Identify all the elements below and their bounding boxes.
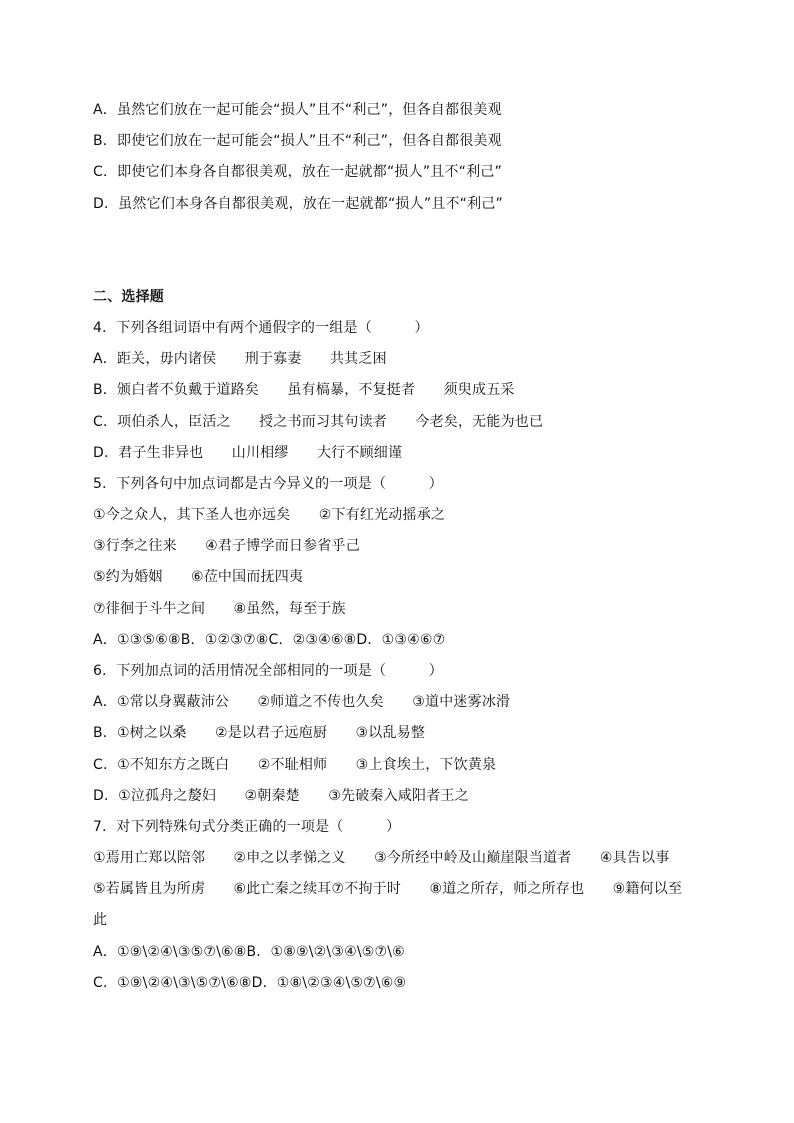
q4-option-a: A．距关，毋内诸侯 刑于寡妻 共其乏困 bbox=[93, 351, 387, 367]
q5-item-line-1: ①今之众人，其下圣人也亦远矣 ②下有红光动摇承之 bbox=[93, 507, 446, 523]
q4-stem: 4．下列各组词语中有两个通假字的一组是（ ） bbox=[93, 320, 429, 336]
q6-option-d: D．①泣孤舟之嫠妇 ②朝秦楚 ③先破秦入咸阳者王之 bbox=[93, 788, 469, 804]
q7-item-line-1: ①焉用亡郑以陪邻 ②申之以孝悌之义 ③今所经中岭及山巅崖限当道者 ④具告以事 bbox=[93, 850, 670, 866]
q6-option-c: C．①不知东方之既白 ②不耻相师 ③上食埃土，下饮黄泉 bbox=[93, 757, 497, 773]
q5-options: A．①③⑤⑥⑧B．①②③⑦⑧C．②③④⑥⑧D．①③④⑥⑦ bbox=[93, 632, 446, 648]
q7-item-line-2: ⑤若属皆且为所虏 ⑥此亡秦之续耳⑦不拘于时 ⑧道之所存，师之所存也 ⑨籍何以至 bbox=[93, 881, 683, 897]
q5-item-line-2: ③行李之往来 ④君子博学而日参省乎己 bbox=[93, 538, 360, 554]
q4-option-b: B．颁白者不负戴于道路矣 虽有槁暴，不复挺者 须臾成五采 bbox=[93, 382, 515, 398]
q4-option-c: C．项伯杀人，臣活之 授之书而习其句读者 今老矣，无能为也已 bbox=[93, 414, 544, 430]
q5-item-line-3: ⑤约为婚姻 ⑥莅中国而抚四夷 bbox=[93, 569, 304, 585]
q6-option-a: A．①常以身翼蔽沛公 ②师道之不传也久矣 ③道中迷雾冰滑 bbox=[93, 694, 511, 710]
q7-options-ab: A．①⑨\②④\③⑤⑦\⑥⑧B．①⑧⑨\②\③④\⑤⑦\⑥ bbox=[93, 944, 405, 960]
q3-option-c: C．即使它们本身各自都很美观，放在一起就都“损人”且不“利己” bbox=[93, 164, 502, 180]
q3-option-b: B．即使它们放在一起可能会“损人”且不“利己”，但各自都很美观 bbox=[93, 133, 502, 149]
q3-option-a: A．虽然它们放在一起可能会“损人”且不“利己”，但各自都很美观 bbox=[93, 102, 502, 118]
q3-option-d: D．虽然它们本身各自都很美观，放在一起就都“损人”且不“利己” bbox=[93, 196, 503, 212]
q7-options-cd: C．①⑨\②④\③\⑤⑦\⑥⑧D．①⑧\②③④\⑤⑦\⑥⑨ bbox=[93, 975, 407, 991]
q6-stem: 6．下列加点词的活用情况全部相同的一项是（ ） bbox=[93, 663, 443, 679]
q5-item-line-4: ⑦徘徊于斗牛之间 ⑧虽然，每至于族 bbox=[93, 601, 346, 617]
q7-stem: 7．对下列特殊句式分类正确的一项是（ ） bbox=[93, 819, 401, 835]
q5-stem: 5．下列各句中加点词都是古今异义的一项是（ ） bbox=[93, 476, 443, 492]
q6-option-b: B．①树之以桑 ②是以君子远庖厨 ③以乱易整 bbox=[93, 725, 426, 741]
q7-item-line-3: 此 bbox=[93, 912, 108, 928]
section-title: 二、选择题 bbox=[93, 289, 164, 305]
q4-option-d: D．君子生非异也 山川相缪 大行不顾细谨 bbox=[93, 445, 403, 461]
